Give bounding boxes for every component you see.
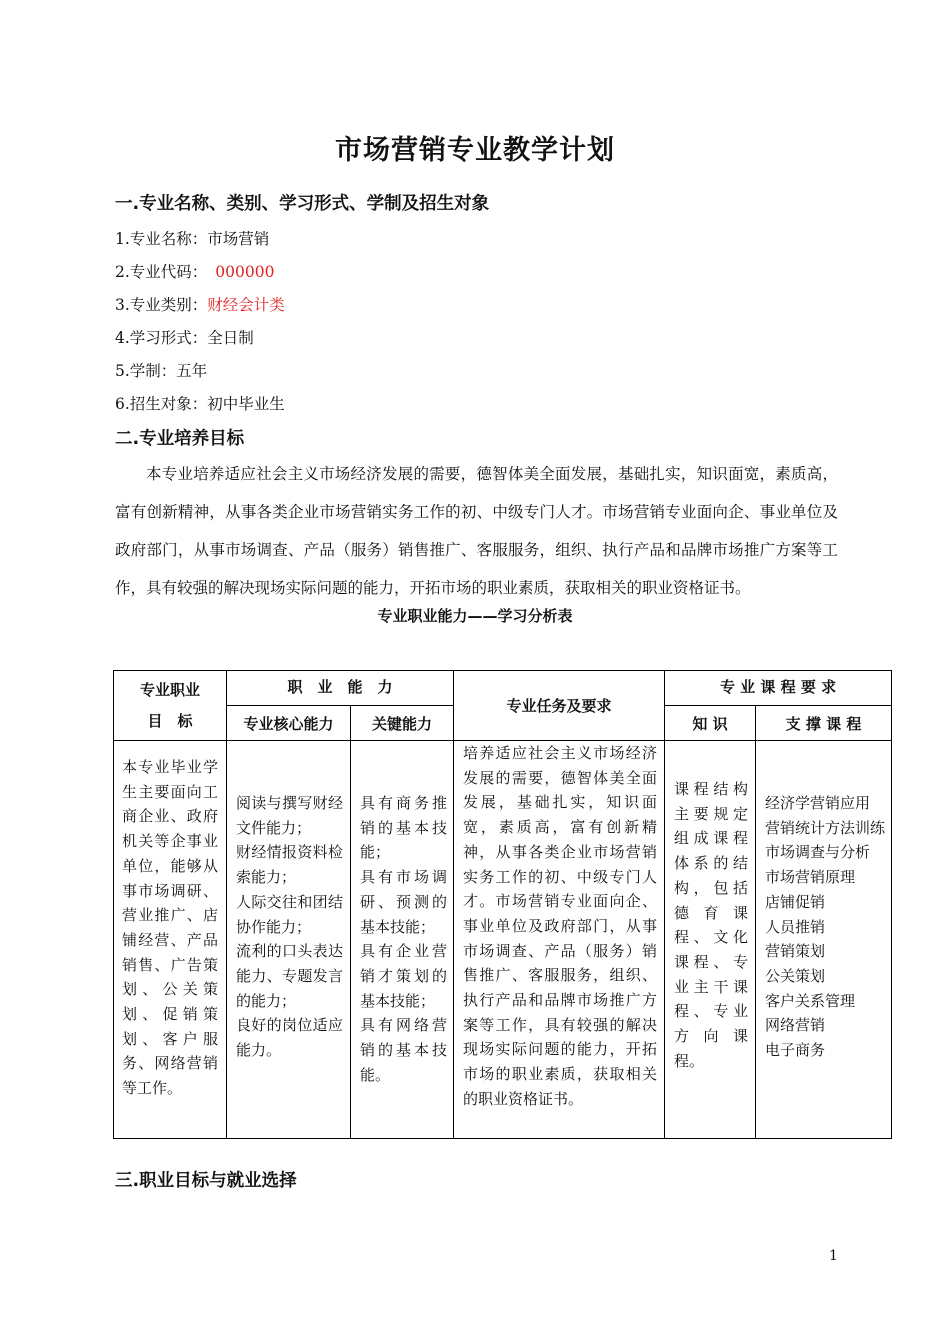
field-duration xyxy=(115,359,207,381)
key-ability-item: 具有企业营销才策划的基本技能； xyxy=(360,942,448,1010)
key-ability-cell xyxy=(351,741,454,1139)
key-ability-item: 具有商务推销的基本技能； xyxy=(360,794,448,862)
support-course-item: 市场调查与分析 xyxy=(765,843,871,862)
key-ability-item: 具有网络营销的基本技能。 xyxy=(360,1016,448,1084)
field-label: 2.专业代码： xyxy=(115,263,208,281)
header-support-courses: 支 撑 课 程 xyxy=(756,706,892,741)
header-goal xyxy=(114,671,227,741)
field-label: 4.学习形式： xyxy=(115,329,208,347)
task-text-cell: 培养适应社会主义市场经济发展的需要，德智体美全面发展，基础扎实，知识面宽，素质高，富有创新精神，从事各类企业市场营销实务工作的初、中级专门人才。市场营销专业面向企、事业单位及政府部门，从事市场调查、产品（服务）销售推广、客服服务，组织、执行产品和品牌市场推广方案等工作，具有较强的解决现场实际问题的能力，开拓市场的职业素质，获取相关的职业资格证书。 xyxy=(454,741,665,1139)
field-major-code xyxy=(115,260,274,282)
field-value: 五年 xyxy=(176,362,208,380)
field-major-category xyxy=(115,293,285,315)
field-study-form xyxy=(115,326,254,348)
support-course-item: 营销策划 xyxy=(765,942,826,961)
support-course-item: 公关策划 xyxy=(765,966,826,985)
core-ability-item: 流利的口头表达能力、专题发言的能力； xyxy=(236,942,343,1010)
core-ability-item: 良好的岗位适应能力。 xyxy=(236,1016,343,1060)
support-course-item: 营销统计方法训练 xyxy=(765,818,886,837)
field-label: 5.学制： xyxy=(115,362,177,380)
support-course-item: 电子商务 xyxy=(765,1041,826,1060)
goal-text-cell: 本专业毕业学生主要面向工商企业、政府机关等企事业单位，能够从事市场调研、营业推广、店铺经营、产品销售、广告策划、公关策划、促销策划、客户服务、网络营销等工作。 xyxy=(114,741,227,1139)
section-heading-3: 三.职业目标与就业选择 xyxy=(115,1171,297,1191)
field-value: 000000 xyxy=(215,263,275,281)
support-course-item: 市场营销原理 xyxy=(765,868,856,887)
support-course-item: 经济学营销应用 xyxy=(765,794,871,812)
support-course-item: 客户关系管理 xyxy=(765,991,856,1010)
header-task: 专业任务及要求 xyxy=(454,671,665,741)
field-label: 1.专业名称： xyxy=(115,230,208,248)
key-ability-item: 具有市场调研、预测的基本技能； xyxy=(360,868,448,936)
ability-analysis-table xyxy=(113,670,892,1139)
core-ability-item: 人际交往和团结协作能力； xyxy=(236,892,343,936)
section-heading-2: 二.专业培养目标 xyxy=(115,429,245,449)
knowledge-text-cell: 课程结构主要规定组成课程体系的结构，包括德育课程、文化课程、专业主干课程、专业方向课程。 xyxy=(665,741,756,1139)
document-title: 市场营销专业教学计划 xyxy=(335,135,615,166)
page-number: 1 xyxy=(829,1248,838,1264)
table-caption: 专业职业能力——学习分析表 xyxy=(377,607,573,625)
section-heading-1: 一.专业名称、类别、学习形式、学制及招生对象 xyxy=(115,194,490,214)
field-value: 初中毕业生 xyxy=(207,395,285,413)
core-ability-item: 财经情报资料检索能力； xyxy=(236,843,343,887)
support-course-item: 人员推销 xyxy=(765,917,826,936)
header-key-ability: 关键能力 xyxy=(351,706,454,741)
training-goal-paragraph: 本专业培养适应社会主义市场经济发展的需要，德智体美全面发展，基础扎实，知识面宽，素质高，富有创新精神，从事各类企业市场营销实务工作的初、中级专门人才。市场营销专业面向企、事业单位及政府部门，从事市场调查、产品（服务）销售推广、客服服务，组织、执行产品和品牌市场推广方案等工作，具有较强的解决现场实际问题的能力，开拓市场的职业素质，获取相关的职业资格证书。 xyxy=(115,465,838,597)
header-core-ability: 专业核心能力 xyxy=(227,706,351,741)
field-value: 全日制 xyxy=(207,329,254,347)
field-major-name xyxy=(115,227,269,249)
core-ability-item: 阅读与撰写财经文件能力； xyxy=(236,794,343,837)
header-goal-line1: 专业职业 xyxy=(139,680,200,699)
header-course-requirements: 专 业 课 程 要 求 xyxy=(665,671,892,706)
support-courses-cell xyxy=(756,741,892,1139)
field-value: 市场营销 xyxy=(207,230,270,248)
header-ability: 职 业 能 力 xyxy=(227,671,454,706)
header-goal-line2: 目 标 xyxy=(147,711,193,730)
support-course-item: 网络营销 xyxy=(765,1016,826,1035)
field-label: 6.招生对象： xyxy=(115,395,208,413)
field-label: 3.专业类别： xyxy=(115,296,208,314)
field-enrollment xyxy=(115,392,285,414)
header-knowledge: 知 识 xyxy=(665,706,756,741)
core-ability-cell xyxy=(227,741,351,1139)
field-value: 财经会计类 xyxy=(207,296,285,314)
support-course-item: 店铺促销 xyxy=(765,892,826,911)
